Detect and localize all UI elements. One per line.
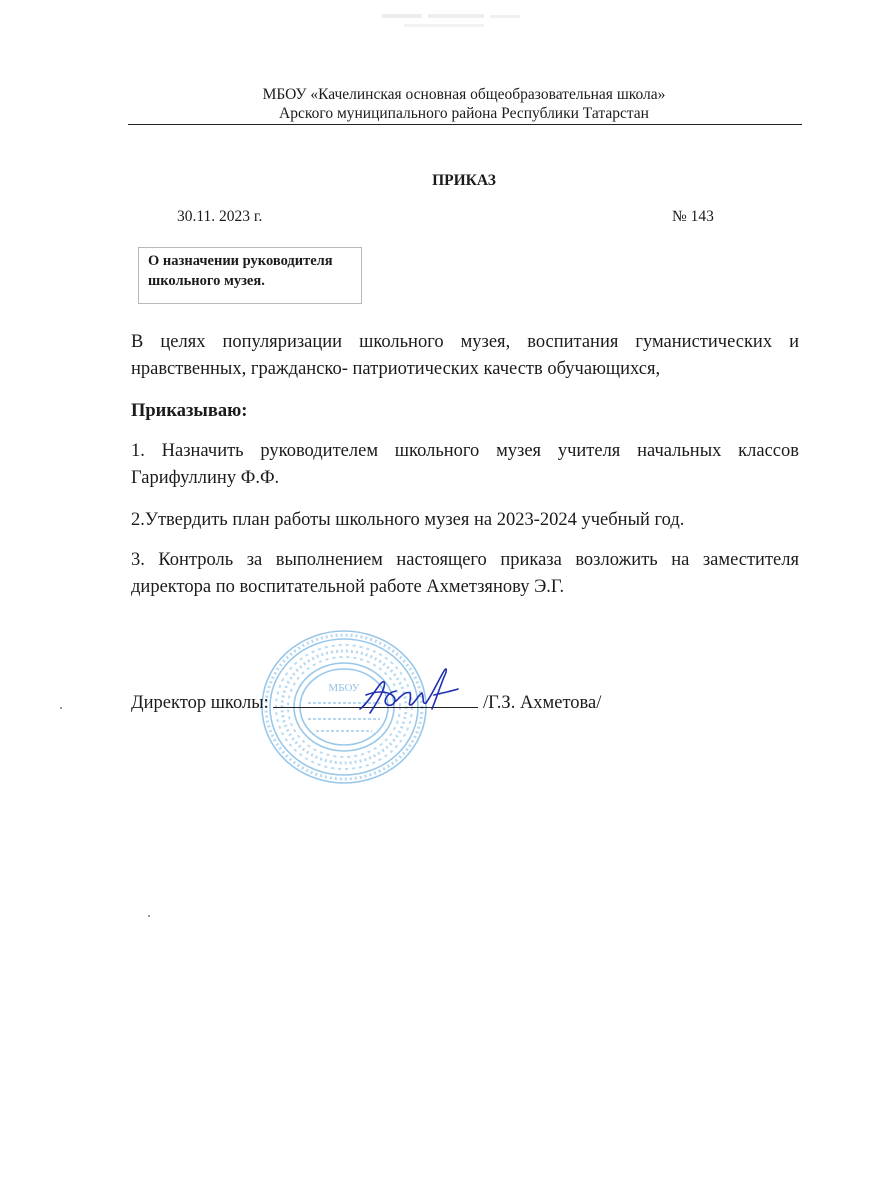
scan-speck	[60, 707, 62, 709]
bleed-through-mark	[376, 6, 536, 36]
order-directive: Приказываю:	[131, 401, 248, 421]
header-divider	[128, 124, 802, 125]
subject-text	[148, 251, 360, 291]
director-label: Директор школы:	[131, 693, 269, 713]
director-name: /Г.З. Ахметова/	[483, 693, 602, 713]
stamp-center-text: МБОУ	[328, 682, 360, 694]
preamble-paragraph: В целях популяризации школьного музея, воспитания гуманистических и нравственных, гражданско- патриотических качеств обучающихся,	[131, 332, 799, 379]
subject-line-2: школьного музея.	[148, 273, 265, 289]
order-item-3: 3. Контроль за выполнением настоящего приказа возложить на заместителя директора по воспитательной работе Ахметзянову Э.Г.	[131, 550, 799, 597]
order-date: 30.11. 2023 г.	[177, 208, 263, 225]
order-item-2: 2.Утвердить план работы школьного музея на 2023-2024 учебный год.	[131, 510, 685, 530]
handwritten-signature	[352, 665, 464, 725]
scan-speck	[148, 915, 150, 917]
subject-box	[138, 247, 362, 304]
school-name-line: МБОУ «Качелинская основная общеобразовательная школа»	[262, 86, 666, 103]
order-item-1: 1. Назначить руководителем школьного музея учителя начальных классов Гарифуллину Ф.Ф.	[131, 441, 799, 488]
order-number: № 143	[672, 208, 714, 225]
district-line: Арского муниципального района Республики Татарстан	[279, 105, 649, 122]
document-title: ПРИКАЗ	[432, 172, 496, 189]
subject-line-1: О назначении руководителя	[148, 253, 333, 269]
